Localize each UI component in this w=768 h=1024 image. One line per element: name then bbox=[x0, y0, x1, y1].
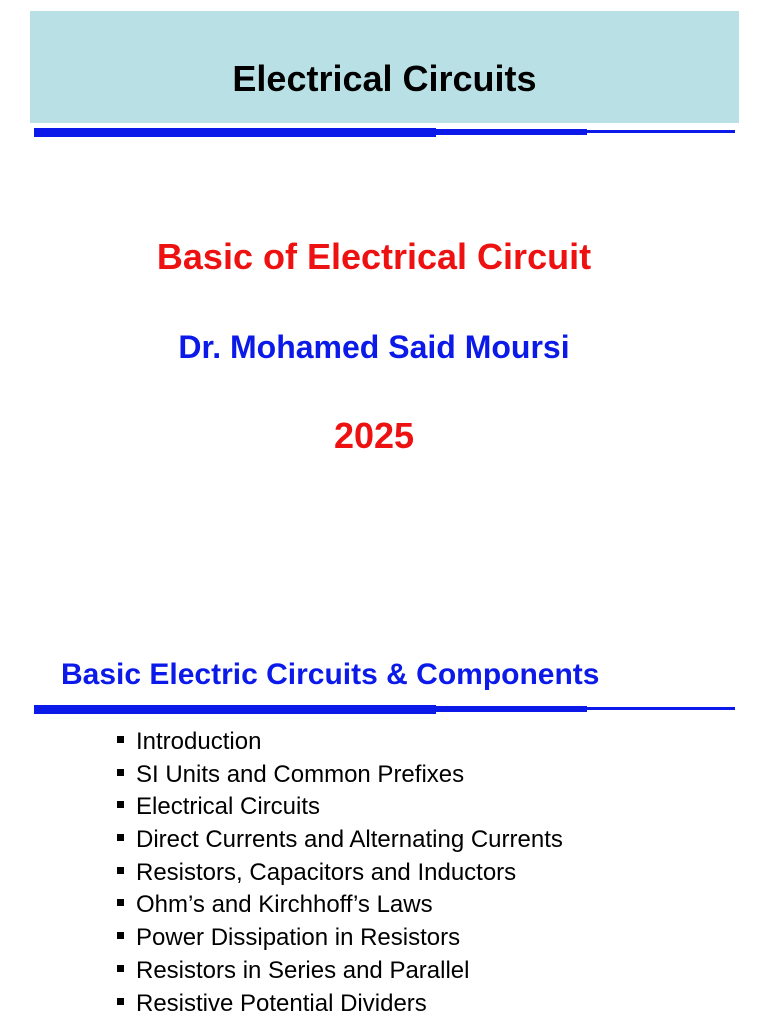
section-heading: Basic Electric Circuits & Components bbox=[61, 658, 600, 691]
topic-label: Resistive Potential Dividers bbox=[136, 989, 427, 1017]
topic-label: Direct Currents and Alternating Currents bbox=[136, 826, 563, 854]
year-label: 2025 bbox=[333, 415, 415, 456]
title-banner bbox=[30, 11, 739, 123]
square-bullet-icon bbox=[117, 965, 124, 972]
topic-label: Resistors, Capacitors and Inductors bbox=[136, 858, 517, 886]
section-divider bbox=[34, 705, 735, 714]
topic-label: Introduction bbox=[136, 728, 262, 755]
topic-label: SI Units and Common Prefixes bbox=[136, 760, 465, 788]
topic-label: Electrical Circuits bbox=[136, 793, 321, 821]
square-bullet-icon bbox=[117, 932, 124, 939]
cover-subtitle: Basic of Electrical Circuit bbox=[156, 236, 592, 277]
list-item bbox=[117, 792, 563, 825]
list-item bbox=[117, 825, 563, 858]
square-bullet-icon bbox=[117, 998, 124, 1005]
list-item bbox=[117, 956, 563, 989]
square-bullet-icon bbox=[117, 769, 124, 776]
topic-label: Ohm’s and Kirchhoff’s Laws bbox=[136, 891, 433, 919]
list-item bbox=[117, 923, 563, 956]
list-item bbox=[117, 858, 563, 891]
title-divider bbox=[34, 128, 735, 137]
author-name: Dr. Mohamed Said Moursi bbox=[178, 329, 570, 365]
list-item bbox=[117, 760, 563, 793]
square-bullet-icon bbox=[117, 899, 124, 906]
topic-label: Power Dissipation in Resistors bbox=[136, 924, 461, 952]
square-bullet-icon bbox=[117, 867, 124, 874]
topic-list bbox=[117, 727, 563, 1021]
list-item bbox=[117, 890, 563, 923]
square-bullet-icon bbox=[117, 834, 124, 841]
list-item bbox=[117, 989, 563, 1022]
slide-title: Electrical Circuits bbox=[232, 58, 537, 99]
square-bullet-icon bbox=[117, 736, 124, 743]
topic-label: Resistors in Series and Parallel bbox=[136, 956, 470, 984]
list-item bbox=[117, 727, 563, 760]
square-bullet-icon bbox=[117, 801, 124, 808]
